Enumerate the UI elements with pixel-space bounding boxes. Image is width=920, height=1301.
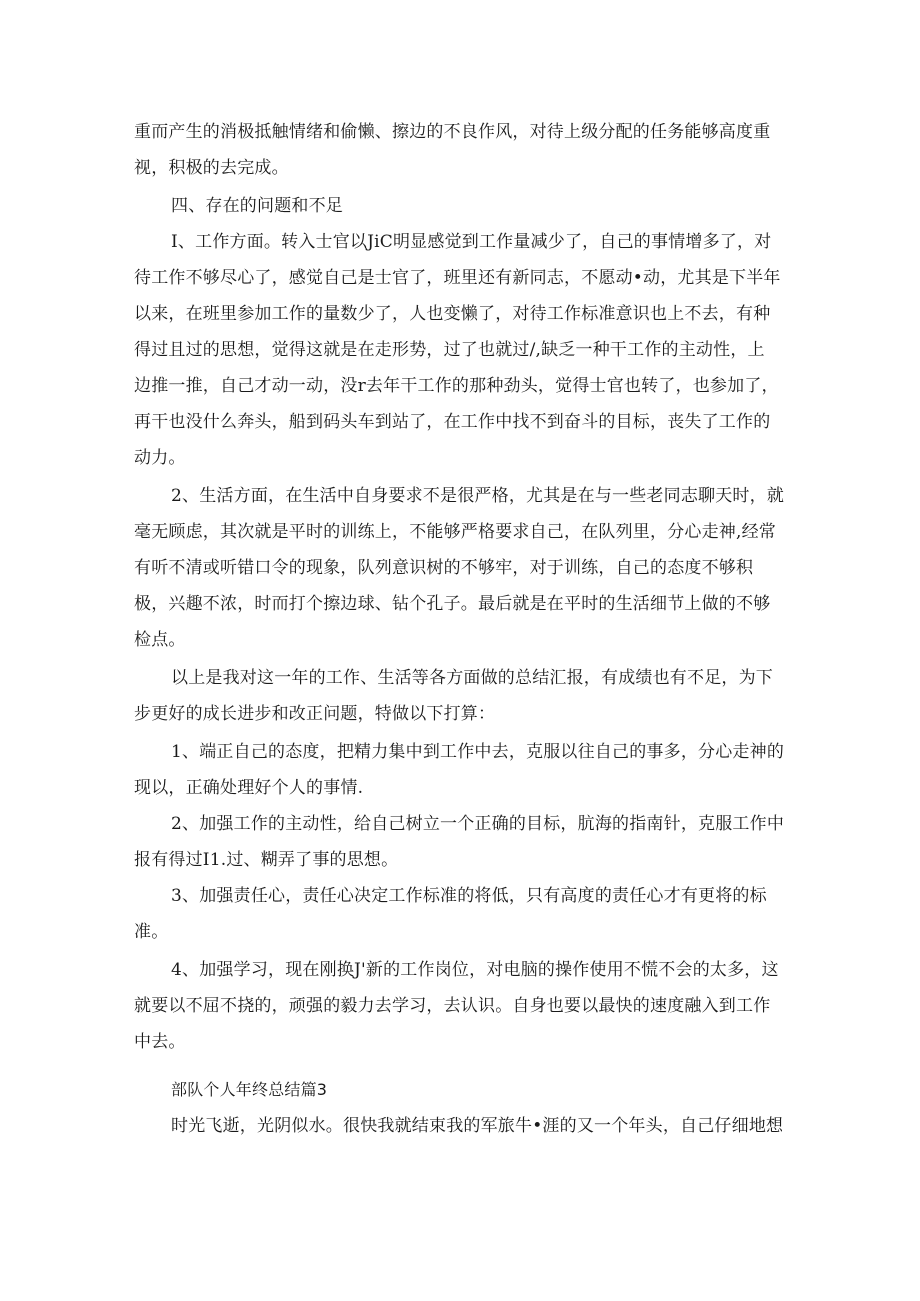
text-line: 以来，在班里参加工作的量数少了，人也变懒了，对待工作标准意识也上不去，有种 [134, 304, 771, 324]
text-line: 步更好的成长进步和改正问题，特做以下打算： [134, 704, 496, 724]
text-line: 动力。 [134, 448, 186, 468]
text-line: 4、加强学习，现在刚换J'新的工作岗位，对电脑的操作使用不慌不会的太多，这 [171, 960, 779, 980]
text-line: 以上是我对这一年的工作、生活等各方面做的总结汇报，有成绩也有不足，为下 [171, 668, 773, 688]
section-heading: 四、存在的问题和不足 [171, 196, 343, 216]
text-line: 时光飞逝，光阴似水。很快我就结束我的军旅牛•涯的又一个年头，自己仔细地想 [171, 1116, 784, 1136]
text-line: 得过且过的思想，觉得这就是在走形势，过了也就过/,缺乏一种干工作的主动性，上 [134, 340, 765, 360]
text-line: 视，积极的去完成。 [134, 158, 289, 178]
text-line: 极，兴趣不浓，时而打个擦边球、钻个孔子。最后就是在平时的生活细节上做的不够 [134, 594, 771, 614]
text-line: 现以，正确处理好个人的事情. [134, 778, 364, 798]
text-line: 准。 [134, 922, 169, 942]
text-line: I、工作方面。转入士官以JiC明显感觉到工作量减少了，自己的事情增多了，对 [171, 232, 772, 252]
text-line: 就要以不屈不挠的，顽强的毅力去学习，去认识。自身也要以最快的速度融入到工作 [134, 996, 771, 1016]
text-line: 中去。 [134, 1032, 186, 1052]
text-line: 边推一推，自己才动一动，没r去年干工作的那种劲头，觉得士官也转了，也参加了， [134, 376, 779, 396]
text-line: 检点。 [134, 630, 186, 650]
text-line: 再干也没什么奔头，船到码头车到站了，在工作中找不到奋斗的目标，丧失了工作的 [134, 412, 771, 432]
text-line: 1、端正自己的态度，把精力集中到工作中去，克服以往自己的事多，分心走神的 [171, 742, 785, 762]
text-line: 2、生活方面，在生活中自身要求不是很严格，尤其是在与一些老同志聊天时，就 [171, 486, 785, 506]
text-line: 2、加强工作的主动性，给自己树立一个正确的目标，肮海的指南针，克服工作中 [171, 814, 785, 834]
article-title: 部队个人年终总结篇3 [171, 1080, 328, 1099]
text-line: 毫无顾虑，其次就是平时的训练上，不能够严格要求自己，在队列里，分心走神,经常 [134, 522, 777, 542]
text-line: 报有得过I1.过、糊弄了事的思想。 [134, 850, 399, 870]
text-line: 3、加强责任心，责任心决定工作标准的将低，只有高度的责任心才有更将的标 [171, 886, 767, 906]
text-line: 待工作不够尽心了，感觉自己是士官了，班里还有新同志，不愿动•动，尤其是下半年 [134, 268, 781, 288]
text-line: 有听不清或听错口令的现象，队列意识树的不够牢，对于训练，自己的态度不够积 [134, 558, 754, 578]
text-line: 重而产生的消极抵触情绪和偷懒、擦边的不良作风，对待上级分配的任务能够高度重 [134, 122, 771, 142]
